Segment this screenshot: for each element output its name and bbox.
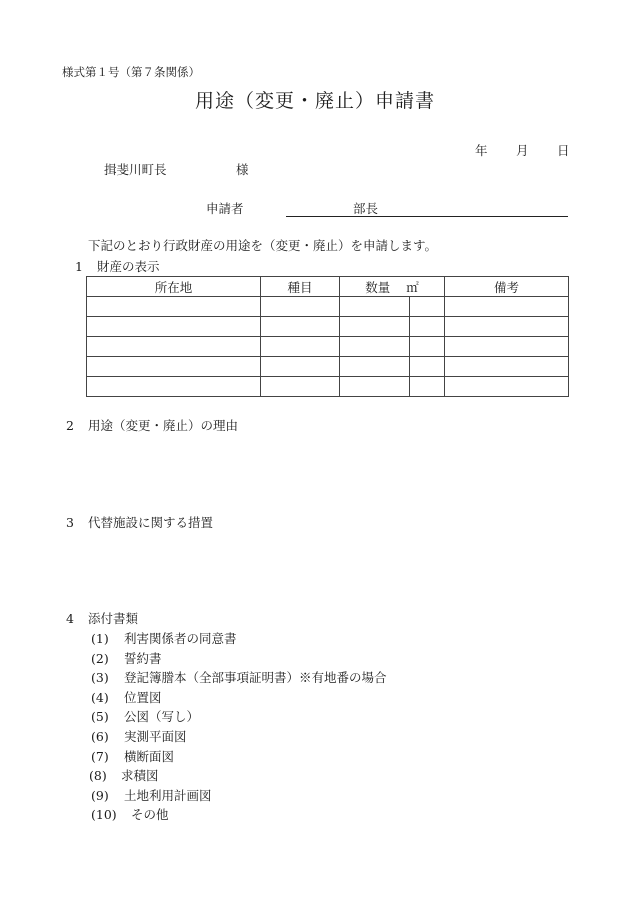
date-day-label: 日 [557,143,570,158]
header-remarks: 備考 [445,277,569,297]
cell-location[interactable] [87,297,261,317]
section-4-number: 4 [66,611,74,626]
attachment-10-number: (10) [91,807,117,822]
attachment-7-number: (7) [91,749,109,764]
cell-category[interactable] [261,317,340,337]
date-month-label: 月 [516,143,529,158]
header-quantity [340,277,445,297]
attachment-4-number: (4) [91,690,109,705]
cell-remarks[interactable] [445,297,569,317]
cell-remarks[interactable] [445,377,569,397]
section-3-number: 3 [66,515,74,530]
attachment-2-text: 誓約書 [124,651,162,666]
cell-quantity[interactable] [340,337,410,357]
section-4-heading [66,613,138,626]
cell-remarks[interactable] [445,317,569,337]
cell-quantity[interactable] [340,317,410,337]
attachment-5-number: (5) [91,709,109,724]
section-3-title: 代替施設に関する措置 [88,515,214,530]
attachment-1-number: (1) [91,631,109,646]
cell-quantity-fraction[interactable] [410,297,445,317]
cell-category[interactable] [261,357,340,377]
header-category: 種目 [261,277,340,297]
applicant-department: 部長 [353,201,379,216]
honorific: 様 [236,162,249,177]
cell-location[interactable] [87,317,261,337]
cell-location[interactable] [87,337,261,357]
date-year-label: 年 [475,143,488,158]
section-4-title: 添付書類 [88,611,139,626]
header-quantity-unit: ㎡ [406,279,419,295]
section-2-heading [66,420,238,433]
attachment-2-number: (2) [91,651,109,666]
addressee: 揖斐川町長 [104,162,167,177]
cell-remarks[interactable] [445,337,569,357]
applicant-signature-line [286,216,568,217]
cell-quantity-fraction[interactable] [410,377,445,397]
cell-category[interactable] [261,297,340,317]
attachment-6-number: (6) [91,729,109,744]
section-1-number: 1 [75,259,83,274]
cell-quantity[interactable] [340,297,410,317]
attachment-3-number: (3) [91,670,109,685]
section-1-title: 財産の表示 [97,259,160,274]
cell-quantity[interactable] [340,377,410,397]
table-header-row [87,277,569,297]
cell-quantity[interactable] [340,357,410,377]
attachment-6-text: 実測平面図 [124,729,187,744]
cell-remarks[interactable] [445,357,569,377]
attachment-8-number: (8) [89,768,107,783]
property-table [86,276,569,397]
attachment-9-number: (9) [91,788,109,803]
page-title: 用途（変更・廃止）申請書 [194,90,435,112]
table-row [87,297,569,317]
attachment-9-text: 土地利用計画図 [124,788,212,803]
section-2-number: 2 [66,418,74,433]
form-number: 様式第１号（第７条関係） [62,65,200,79]
attachment-8-text: 求積図 [121,768,159,783]
attachment-1-text: 利害関係者の同意書 [124,631,237,646]
header-quantity-label: 数量 [365,279,391,295]
attachment-3-text: 登記簿謄本（全部事項証明書）※有地番の場合 [124,670,387,685]
applicant-label: 申請者 [206,201,244,216]
cell-location[interactable] [87,357,261,377]
section-3-heading [66,517,213,530]
attachment-4-text: 位置図 [124,690,162,705]
cell-quantity-fraction[interactable] [410,317,445,337]
cell-quantity-fraction[interactable] [410,357,445,377]
table-row [87,337,569,357]
attachment-7-text: 横断面図 [124,749,175,764]
table-row [87,377,569,397]
intro-text: 下記のとおり行政財産の用途を（変更・廃止）を申請します。 [88,238,438,253]
attachment-10-text: その他 [131,807,169,822]
cell-category[interactable] [261,337,340,357]
table-row [87,357,569,377]
section-2-title: 用途（変更・廃止）の理由 [88,418,239,433]
cell-quantity-fraction[interactable] [410,337,445,357]
attachment-5-text: 公図（写し） [124,709,200,724]
section-1-heading [75,261,160,274]
header-location: 所在地 [87,277,261,297]
cell-category[interactable] [261,377,340,397]
table-row [87,317,569,337]
cell-location[interactable] [87,377,261,397]
